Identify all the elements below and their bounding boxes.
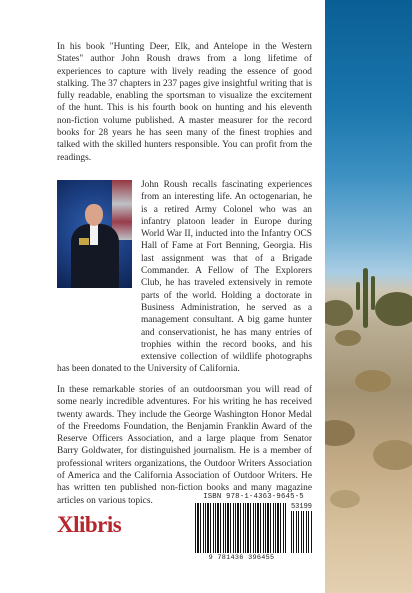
desert-landscape-photo (325, 0, 412, 593)
shrub-shape (335, 330, 361, 346)
book-description: In his book "Hunting Deer, Elk, and Antelope in the Western States" author John Roush draws from a long lifetime of experiences to capture with lively reading the essence of good stalking. The 37 chapters in 237 pages give insightful writing that is fully readable, enabling the sportsman to visualize the excitement of the hunt. This is his fourth book on hunting and his eleventh non-fiction volume published. A master measurer for the record books for 28 years he has seen many of the finest trophies and talked with the skilled hunters responsible. You can profit from the readings. (57, 42, 312, 163)
barcode-digits: 9 781436 396455 (208, 554, 275, 562)
price-barcode-icon (291, 511, 312, 553)
isbn-barcode (193, 493, 314, 565)
cactus-shape (356, 282, 360, 310)
publisher-logo: Xlibris (57, 512, 122, 537)
shrub-shape (325, 420, 355, 446)
shrub-shape (373, 440, 412, 470)
barcode-icon (195, 503, 287, 553)
author-bio: John Roush recalls fascinating experiences from an interesting life. An octogenarian, he is a retired Army Colonel who was an infantry platoon leader in Europe during World War II, inducted into the Infantry OCS Hall of Fame at Fort Benning, Georgia. His last assignment was that of a Brigade Commander. A Fellow of The Explorers Club, he has traveled extensively in remote parts of the world. Holding a doctorate in Business Administration, he served as a management consultant. A big game hunter and conservationist, he has many entries of trophies within the record books, and his extensive collection of wildlife photographs has been donated to the University of California. (57, 180, 312, 375)
author-awards-paragraph: In these remarkable stories of an outdoorsman you will read of some nearly incredible adventures. For his writing he has received twenty awards. They include the George Washington Honor Medal of the Freedoms Foundation, the Benjamin Franklin Award of the Reserve Officers Association, and a large plaque from Senator Barry Goldwater, for distinguished journalism. He is a member of professional writers organizations, the Outdoor Writers Association of America and the California Association of Outdoor Writers. He has written ten published non-fiction books and many magazine articles on various topics. (57, 385, 312, 506)
shrub-shape (355, 370, 391, 392)
price-code: 53199 (290, 503, 312, 511)
shrub-shape (375, 292, 412, 326)
isbn-label: ISBN 978-1-4363-9645-5 (203, 493, 304, 501)
cactus-shape (363, 268, 368, 328)
shrub-shape (325, 300, 353, 326)
shrub-shape (330, 490, 360, 508)
